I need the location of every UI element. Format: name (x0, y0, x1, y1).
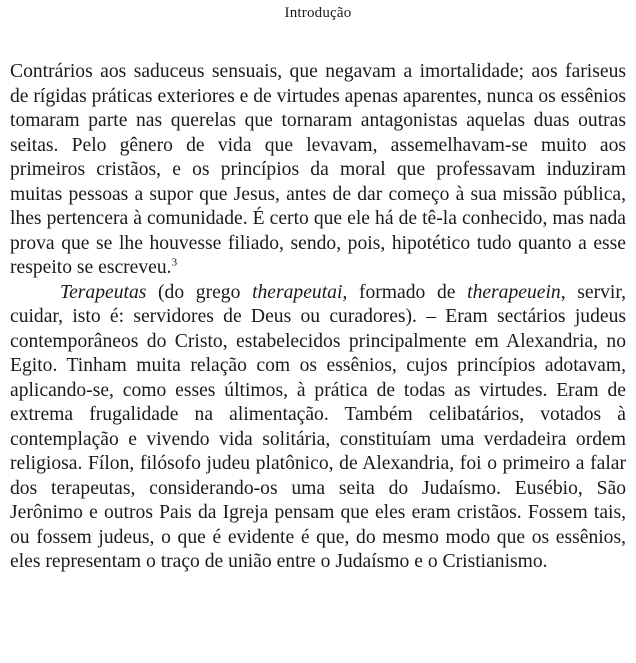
footnote-ref[interactable]: 3 (171, 256, 178, 269)
greek-term-therapeutai: therapeutai (252, 281, 343, 303)
paragraph-terapeutas-seg2: , formado de (342, 281, 468, 303)
paragraph-terapeutas-seg3: , servir, cuidar, isto é: servidores de Deus ou curadores). – Eram sectários judeus contemporâneos do Cristo, estabelecidos principalmente em Alexandria, no Egito. Tinham muita relação com os essênios, cujos princípios adotavam, aplicando-se, como esses últimos, à prática de todas as virtudes. Eram de extrema frugalidade na alimentação. Também celibatários, votados à contemplação e vivendo vida solitária, constituíam uma verdadeira ordem religiosa. Fílon, filósofo judeu platônico, de Alexandria, foi o primeiro a falar dos terapeutas, considerando-os uma seita do Judaísmo. Eusébio, São Jerônimo e outros Pais da Igreja pensam que eles eram cristãos. Fossem tais, ou fossem judeus, o que é evidente é que, do mesmo modo que os essênios, eles representam o traço de união entre o Judaísmo e o Cristianismo. (10, 281, 626, 572)
running-head: Introdução (284, 5, 352, 21)
paragraph-terapeutas-seg1: (do grego (146, 281, 253, 303)
body-text (10, 60, 626, 575)
paragraph-terapeutas (10, 281, 626, 575)
paragraph-essenios (10, 60, 626, 281)
paragraph-essenios-text: Contrários aos saduceus sensuais, que negavam a imortalidade; aos fariseus de rígidas práticas exteriores e de virtudes apenas aparentes, nunca os essênios tomaram parte nas querelas que tornaram antagonistas aquelas duas outras seitas. Pelo gênero de vida que levavam, assemelhavam-se muito aos primeiros cristãos, e os princípios da moral que professavam induziram muitas pessoas a supor que Jesus, antes de dar começo à sua missão pública, lhes pertencera à comunidade. É certo que ele há de tê-la conhecido, mas nada prova que se lhe houvesse filiado, sendo, pois, hipotético tudo quanto a esse respeito se escreveu. (10, 61, 626, 278)
greek-term-therapeuein: therapeuein (467, 281, 561, 303)
term-terapeutas: Terapeutas (60, 281, 147, 303)
